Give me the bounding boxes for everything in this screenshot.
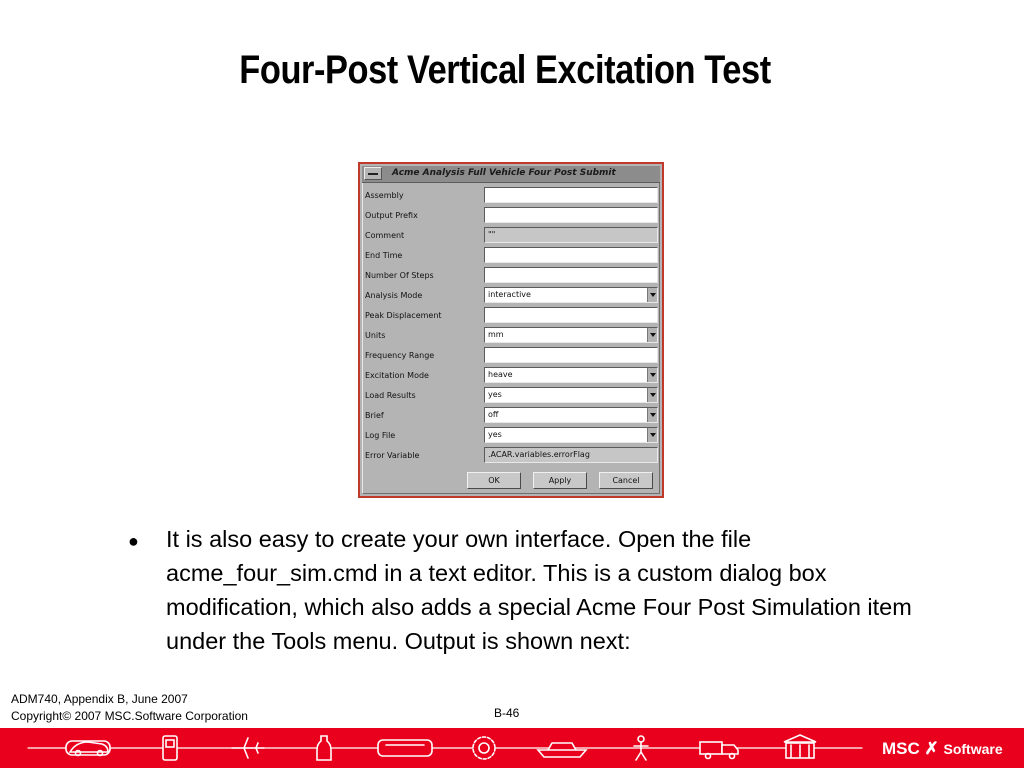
row-analysis-mode: [365, 286, 658, 306]
car-icon: [66, 741, 110, 756]
peak-displacement-input[interactable]: [484, 307, 658, 323]
comment-label: Comment: [365, 231, 405, 240]
row-number-of-steps: [365, 266, 658, 286]
analysis-mode-value: interactive: [488, 290, 531, 299]
row-output-prefix: [365, 206, 658, 226]
gear-icon: [473, 737, 495, 759]
airplane-icon: [232, 738, 264, 758]
chevron-down-icon[interactable]: [647, 428, 657, 442]
footer-info: [11, 691, 248, 725]
chevron-down-icon[interactable]: [647, 408, 657, 422]
phone-icon: [163, 736, 177, 760]
output-prefix-input[interactable]: [484, 207, 658, 223]
row-error-variable: [365, 446, 658, 466]
analysis-mode-label: Analysis Mode: [365, 291, 423, 300]
row-excitation-mode: [365, 366, 658, 386]
four-post-submit-dialog: [358, 162, 664, 498]
brief-select[interactable]: [484, 407, 658, 423]
bullet-text: It is also easy to create your own interface. Open the file acme_four_sim.cmd in a text editor. This is a custom dialog box modification, which also adds a special Acme Four Post Simulation item under the Tools menu. Output is shown next:: [166, 526, 912, 654]
chevron-down-icon[interactable]: [647, 368, 657, 382]
slide-title: Four-Post Vertical Excitation Test: [239, 48, 771, 92]
brand-bar-graphics: [0, 728, 1024, 768]
load-results-value: yes: [488, 390, 502, 399]
row-assembly: [365, 186, 658, 206]
msc-software-logo: [882, 739, 1003, 759]
chevron-down-icon[interactable]: [647, 388, 657, 402]
units-select[interactable]: [484, 327, 658, 343]
row-end-time: [365, 246, 658, 266]
excitation-mode-label: Excitation Mode: [365, 371, 429, 380]
brand-name: MSC: [882, 739, 920, 758]
apply-button[interactable]: Apply: [533, 472, 587, 489]
load-results-label: Load Results: [365, 391, 416, 400]
dialog-title: Acme Analysis Full Vehicle Four Post Submit: [392, 168, 616, 178]
chevron-down-icon[interactable]: [647, 328, 657, 342]
log-file-value: yes: [488, 430, 502, 439]
number-of-steps-input[interactable]: [484, 267, 658, 283]
end-time-input[interactable]: [484, 247, 658, 263]
units-label: Units: [365, 331, 386, 340]
log-file-select[interactable]: [484, 427, 658, 443]
error-variable-label: Error Variable: [365, 451, 420, 460]
error-variable-field[interactable]: .ACAR.variables.errorFlag: [484, 447, 658, 463]
analysis-mode-select[interactable]: [484, 287, 658, 303]
chevron-down-icon[interactable]: [647, 288, 657, 302]
output-prefix-label: Output Prefix: [365, 211, 418, 220]
excitation-mode-value: heave: [488, 370, 513, 379]
window-menu-button[interactable]: [364, 167, 382, 180]
brand-suffix: Software: [943, 741, 1003, 757]
frequency-range-input[interactable]: [484, 347, 658, 363]
row-comment: [365, 226, 658, 246]
brand-x-mark: ✗: [919, 739, 944, 758]
footer-course: ADM740, Appendix B, June 2007: [11, 692, 188, 706]
row-log-file: [365, 426, 658, 446]
row-frequency-range: [365, 346, 658, 366]
excitation-mode-select[interactable]: [484, 367, 658, 383]
comment-field[interactable]: "": [484, 227, 658, 243]
bottle-icon: [317, 736, 331, 760]
footer-copyright: Copyright© 2007 MSC.Software Corporation: [11, 709, 248, 723]
brief-label: Brief: [365, 411, 384, 420]
log-file-label: Log File: [365, 431, 396, 440]
building-icon: [784, 735, 816, 758]
row-peak-displacement: [365, 306, 658, 326]
dialog-titlebar[interactable]: [362, 166, 660, 183]
cancel-button[interactable]: Cancel: [599, 472, 653, 489]
page-number: B-46: [494, 706, 520, 720]
assembly-label: Assembly: [365, 191, 404, 200]
units-value: mm: [488, 330, 504, 339]
brief-value: off: [488, 410, 499, 419]
ship-icon: [538, 743, 586, 757]
end-time-label: End Time: [365, 251, 403, 260]
assembly-input[interactable]: [484, 187, 658, 203]
number-of-steps-label: Number Of Steps: [365, 271, 434, 280]
row-units: [365, 326, 658, 346]
truck-icon: [700, 742, 738, 759]
peak-displacement-label: Peak Displacement: [365, 311, 442, 320]
frequency-range-label: Frequency Range: [365, 351, 435, 360]
load-results-select[interactable]: [484, 387, 658, 403]
ok-button[interactable]: OK: [467, 472, 521, 489]
row-brief: [365, 406, 658, 426]
bullet-marker: ●: [128, 531, 139, 551]
brand-bar: [0, 728, 1024, 768]
train-icon: [378, 740, 432, 756]
row-load-results: [365, 386, 658, 406]
